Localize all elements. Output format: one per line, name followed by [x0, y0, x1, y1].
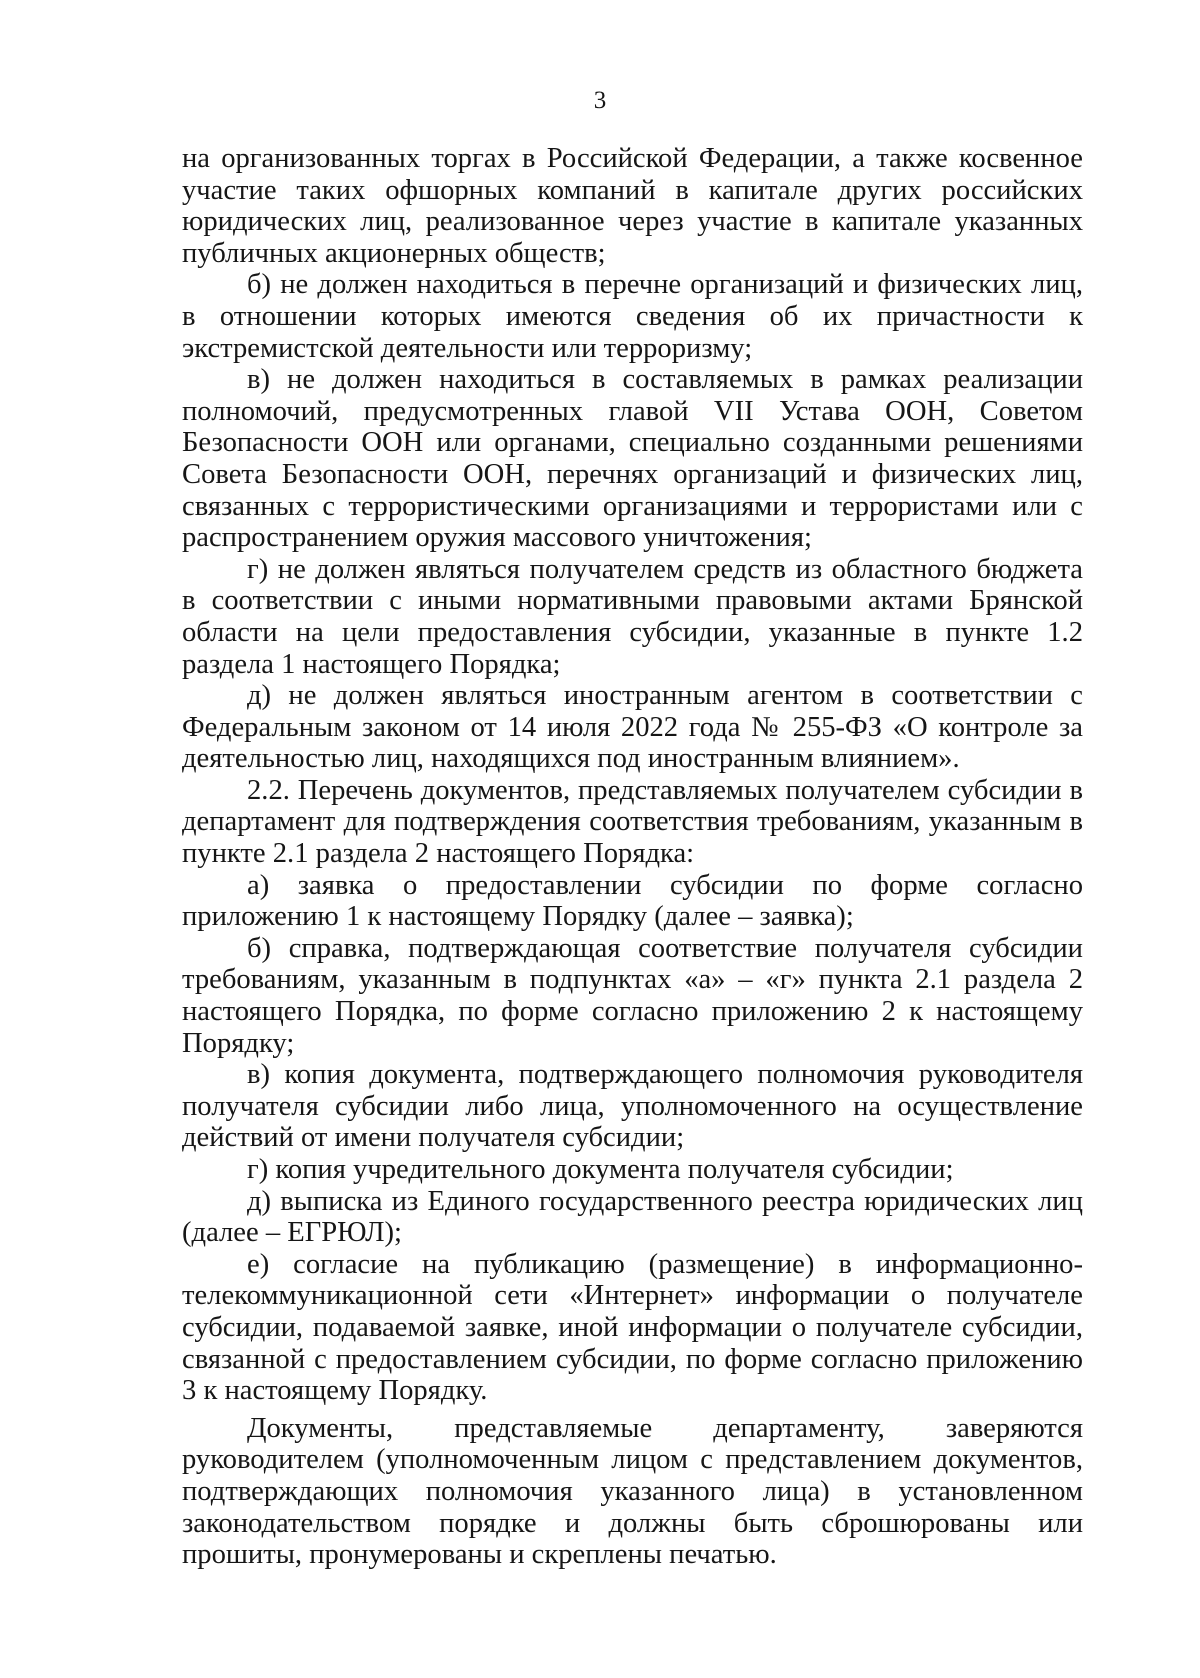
paragraph-documents-certification: Документы, представляемые департаменту, заверяются руководителем (уполномоченным лицом с представлением документов, подтверждающих полномочия указанного лица) в установленном законодательством порядке и должны быть сброшюрованы или прошиты, пронумерованы и скреплены печатью. [182, 1412, 1083, 1571]
paragraph-continuation: на организованных торгах в Российской Федерации, а также косвенное участие таких офшорных компаний в капитале других российских юридических лиц, реализованное через участие в капитале указанных публичных акционерных обществ; [182, 143, 1083, 269]
paragraph-section-2-2: 2.2. Перечень документов, представляемых получателем субсидии в департамент для подтверждения соответствия требованиям, указанным в пункте 2.1 раздела 2 настоящего Порядка: [182, 774, 1083, 870]
paragraph-doc-v: в) копия документа, подтверждающего полномочия руководителя получателя субсидии либо лица, уполномоченного на осуществление действий от имени получателя субсидии; [182, 1059, 1083, 1154]
paragraph-doc-e: е) согласие на публикацию (размещение) в информационно-телекоммуникационной сети «Интернет» информации о получателе субсидии, подаваемой заявке, иной информации о получателе субсидии, связанной с предоставлением субсидии, по форме согласно приложению 3 к настоящему Порядку. [182, 1248, 1083, 1407]
paragraph-item-v: в) не должен находиться в составляемых в рамках реализации полномочий, предусмотренных главой VII Устава ООН, Советом Безопасности ООН или органами, специально созданными решениями Совета Безопасности ООН, перечнях организаций и физических лиц, связанных с террористическими организациями и террористами или с распространением оружия массового уничтожения; [182, 364, 1083, 554]
paragraph-item-d: д) не должен являться иностранным агентом в соответствии с Федеральным законом от 14 июля 2022 года № 255-ФЗ «О контроле за деятельностью лиц, находящихся под иностранным влиянием». [182, 680, 1083, 775]
document-body [182, 143, 1083, 1571]
paragraph-doc-a: а) заявка о предоставлении субсидии по форме согласно приложению 1 к настоящему Порядку (далее – заявка); [182, 869, 1083, 933]
paragraph-doc-g: г) копия учредительного документа получателя субсидии; [247, 1154, 954, 1185]
page-number: 3 [593, 87, 607, 114]
paragraph-doc-b: б) справка, подтверждающая соответствие получателя субсидии требованиям, указанным в подпунктах «а» – «г» пункта 2.1 раздела 2 настоящего Порядка, по форме согласно приложению 2 к настоящему Порядку; [182, 932, 1083, 1059]
paragraph-item-b: б) не должен находиться в перечне организаций и физических лиц, в отношении которых имеются сведения об их причастности к экстремистской деятельности или терроризму; [182, 269, 1083, 364]
paragraph-doc-d: д) выписка из Единого государственного реестра юридических лиц (далее – ЕГРЮЛ); [182, 1185, 1083, 1249]
paragraph-item-g: г) не должен являться получателем средств из областного бюджета в соответствии с иными нормативными правовыми актами Брянской области на цели предоставления субсидии, указанные в пункте 1.2 раздела 1 настоящего Порядка; [182, 553, 1083, 680]
